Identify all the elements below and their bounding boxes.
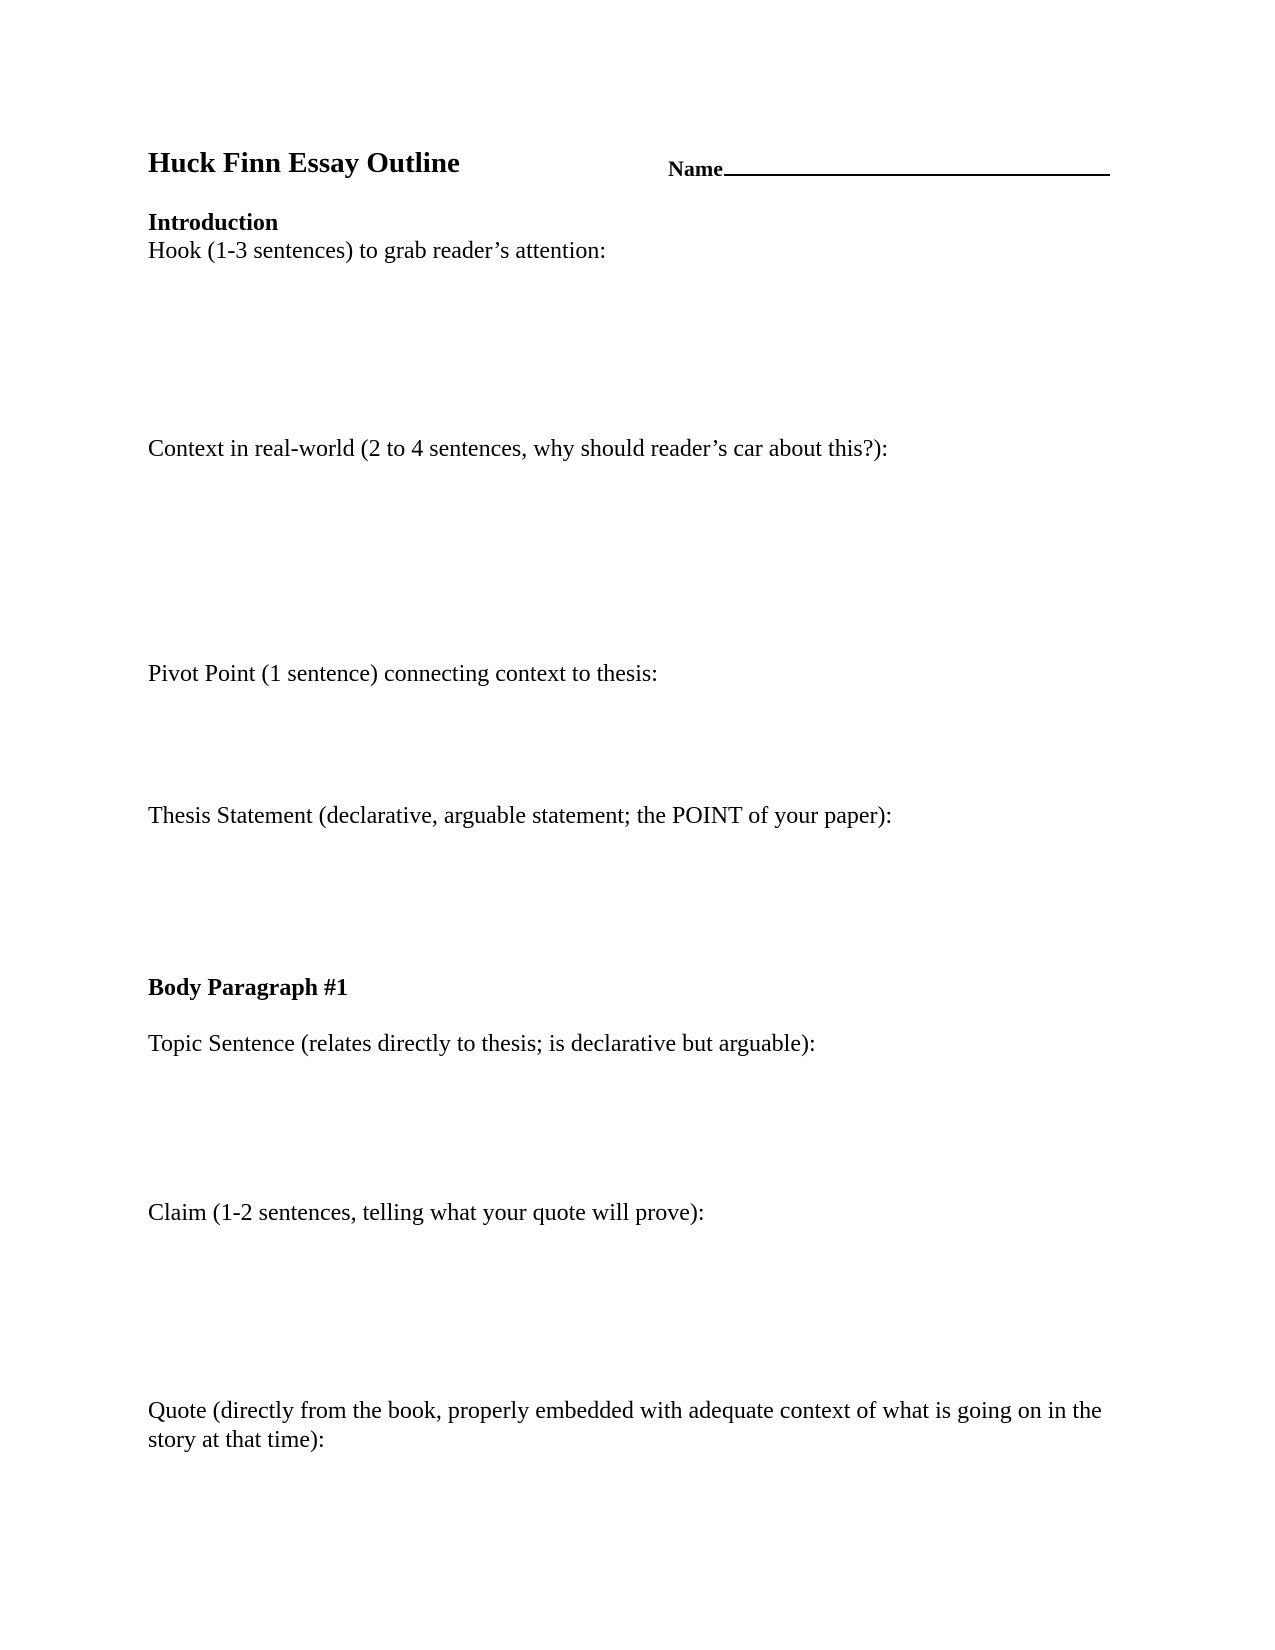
hook-prompt: Hook (1-3 sentences) to grab reader’s attention: <box>148 238 607 264</box>
introduction-heading: Introduction <box>148 210 279 236</box>
topic-sentence-prompt: Topic Sentence (relates directly to thesis; is declarative but arguable): <box>148 1031 816 1057</box>
thesis-prompt: Thesis Statement (declarative, arguable statement; the POINT of your paper): <box>148 803 893 829</box>
quote-prompt: Quote (directly from the book, properly embedded with adequate context of what is going on in the story at that time): <box>148 1398 1102 1453</box>
page-title: Huck Finn Essay Outline <box>148 147 460 179</box>
body-paragraph-1-heading: Body Paragraph #1 <box>148 975 349 1001</box>
name-label: Name <box>668 156 723 181</box>
name-field <box>668 154 1110 182</box>
claim-prompt: Claim (1-2 sentences, telling what your quote will prove): <box>148 1200 705 1226</box>
context-prompt: Context in real-world (2 to 4 sentences, why should reader’s car about this?): <box>148 436 889 462</box>
pivot-prompt: Pivot Point (1 sentence) connecting context to thesis: <box>148 661 658 687</box>
name-blank-line <box>724 154 1110 176</box>
